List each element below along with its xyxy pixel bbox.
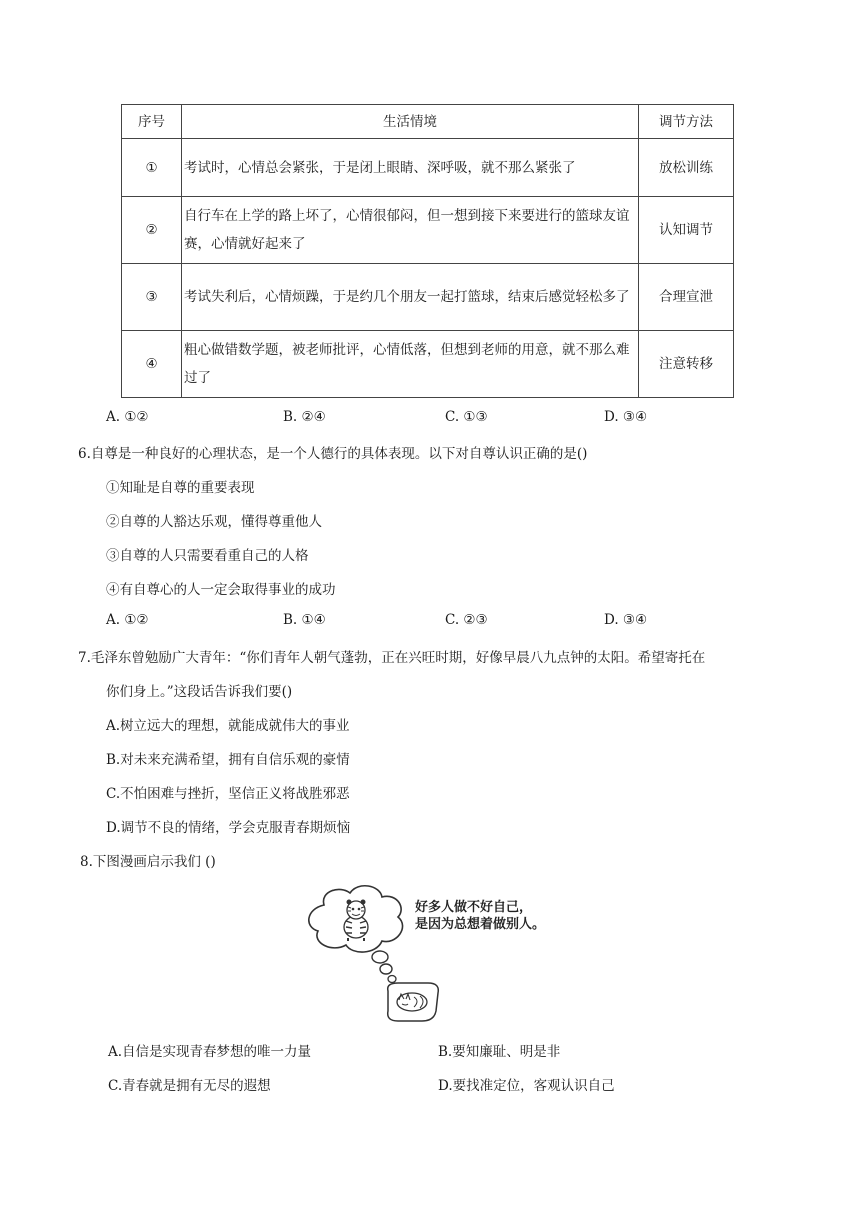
header-method: 调节方法: [639, 105, 734, 139]
table-row: [122, 197, 734, 264]
q6-option-d[interactable]: D. ③④: [604, 612, 648, 628]
q8-option-c[interactable]: C.青春就是拥有无尽的遐想: [108, 1078, 271, 1094]
q7-option-a[interactable]: A.树立远大的理想，就能成就伟大的事业: [106, 718, 350, 734]
row-situation: 自行车在上学的路上坏了，心情很郁闷，但一想到接下来要进行的篮球友谊赛，心情就好起来了: [182, 197, 639, 264]
table-row: [122, 331, 734, 398]
row-method: 注意转移: [639, 331, 734, 398]
q8-option-d[interactable]: D.要找准定位，客观认识自己: [438, 1078, 615, 1094]
q8-option-a[interactable]: A.自信是实现青春梦想的唯一力量: [108, 1044, 312, 1060]
q6-item-1: ①知耻是自尊的重要表现: [106, 480, 255, 496]
row-situation: 考试失利后，心情烦躁，于是约几个朋友一起打篮球，结束后感觉轻松多了: [182, 264, 639, 331]
q5-option-c[interactable]: C. ①③: [445, 409, 488, 425]
header-situation: 生活情境: [182, 105, 639, 139]
tiger-icon: [344, 900, 368, 942]
sleeping-cat-icon: [388, 983, 439, 1021]
situation-table: [121, 104, 734, 398]
row-method: 合理宣泄: [639, 264, 734, 331]
row-num: ③: [122, 264, 182, 331]
row-method: 认知调节: [639, 197, 734, 264]
q6-stem: 6.自尊是一种良好的心理状态，是一个人德行的具体表现。以下对自尊认识正确的是(): [78, 446, 588, 462]
header-num: 序号: [122, 105, 182, 139]
q7-option-b[interactable]: B.对未来充满希望，拥有自信乐观的豪情: [106, 752, 350, 768]
row-num: ①: [122, 139, 182, 197]
row-num: ④: [122, 331, 182, 398]
q6-item-4: ④有自尊心的人一定会取得事业的成功: [106, 582, 336, 598]
q5-option-a[interactable]: A. ①②: [106, 409, 149, 425]
q6-option-a[interactable]: A. ①②: [106, 612, 149, 628]
table-row: [122, 264, 734, 331]
row-situation: 考试时，心情总会紧张，于是闭上眼睛、深呼吸，就不那么紧张了: [182, 139, 639, 197]
q6-item-3: ③自尊的人只需要看重自己的人格: [106, 548, 309, 564]
table-row: [122, 139, 734, 197]
row-situation: 粗心做错数学题，被老师批评，心情低落，但想到老师的用意，就不那么难过了: [182, 331, 639, 398]
q7-stem-line2: 你们身上。”这段话告诉我们要(): [106, 684, 293, 700]
q5-option-b[interactable]: B. ②④: [283, 409, 326, 425]
q8-stem: 8.下图漫画启示我们 (): [80, 854, 216, 870]
q5-option-d[interactable]: D. ③④: [604, 409, 648, 425]
q6-option-c[interactable]: C. ②③: [445, 612, 488, 628]
q6-option-b[interactable]: B. ①④: [283, 612, 326, 628]
row-num: ②: [122, 197, 182, 264]
q7-option-c[interactable]: C.不怕困难与挫折，坚信正义将战胜邪恶: [106, 786, 350, 802]
cartoon-image: [302, 883, 570, 1025]
q7-option-d[interactable]: D.调节不良的情绪，学会克服青春期烦恼: [106, 820, 351, 836]
cartoon-text-line2: 是因为总想着做别人。: [415, 917, 546, 932]
q7-stem-line1: 7.毛泽东曾勉励广大青年：“你们青年人朝气蓬勃，正在兴旺时期，好像早晨八九点钟的太阳。希望寄托在: [78, 650, 706, 666]
table-header-row: [122, 105, 734, 139]
row-method: 放松训练: [639, 139, 734, 197]
q8-option-b[interactable]: B.要知廉耻、明是非: [438, 1044, 561, 1060]
cartoon-text-line1: 好多人做不好自己，: [415, 900, 533, 915]
q6-item-2: ②自尊的人豁达乐观，懂得尊重他人: [106, 514, 322, 530]
